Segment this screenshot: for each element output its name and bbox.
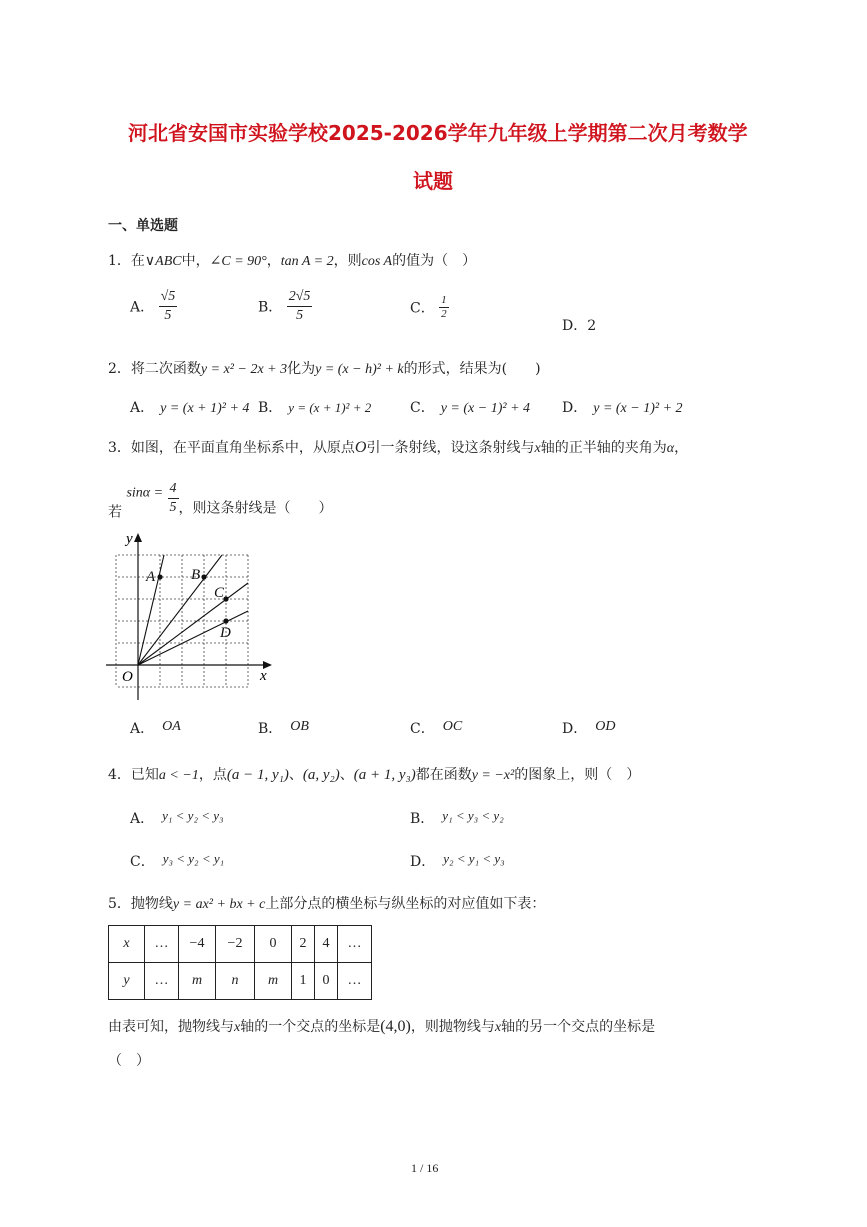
option-d[interactable]: [562, 315, 596, 335]
option-label: D．: [410, 854, 436, 870]
question-text: 由表可知，抛物线与: [108, 1019, 234, 1035]
question-text: ，: [674, 440, 689, 456]
table-cell: −4: [179, 926, 216, 963]
table-row: [109, 926, 372, 963]
option-value: OC: [442, 719, 463, 734]
question-5: [108, 893, 545, 913]
question-2: [108, 358, 541, 378]
option-value: y₂ < y₁ < y₃: [443, 851, 505, 866]
option-label: C．: [130, 854, 155, 870]
option-label: A．: [130, 299, 155, 316]
question-number: 2．: [108, 361, 131, 377]
option-b[interactable]: [410, 808, 504, 828]
question-text: 都在函数: [415, 767, 472, 783]
table-cell: n: [216, 963, 255, 1000]
question-text: 引一条射线，设这条射线与: [366, 440, 535, 456]
question-5-text: [108, 1016, 655, 1036]
math-expr: y = ax² + bx + c: [172, 897, 266, 912]
table-cell: y: [109, 963, 145, 1000]
label-d: D: [220, 625, 231, 641]
option-a[interactable]: [130, 397, 249, 417]
table-cell: −2: [216, 926, 255, 963]
option-c[interactable]: [410, 397, 530, 417]
math-expr: y = (x − h)² + k: [315, 362, 404, 377]
point-c: [223, 596, 228, 601]
question-text: 轴的正半轴的夹角为: [540, 440, 667, 456]
answer-bracket: （ ）: [108, 1053, 150, 1069]
option-value: OD: [595, 719, 616, 734]
point-d: [223, 618, 228, 623]
question-1: [108, 250, 476, 270]
document-title: 河北省安国市实验学校2025-2026学年九年级上学期第二次月考数学: [128, 121, 748, 145]
table-cell: 4: [315, 926, 338, 963]
table-cell: …: [338, 926, 372, 963]
question-text: 、: [288, 767, 303, 783]
table-cell: 0: [255, 926, 292, 963]
page-number: 1 / 16: [411, 1161, 439, 1175]
option-c[interactable]: [130, 851, 224, 871]
option-c[interactable]: [410, 718, 462, 738]
table-cell: m: [179, 963, 216, 1000]
option-a[interactable]: [130, 808, 224, 828]
question-text: 的值为（ ）: [392, 253, 477, 269]
origin-label: O: [122, 669, 133, 685]
option-label: A．: [130, 721, 155, 737]
table-cell: m: [255, 963, 292, 1000]
table-cell: 2: [292, 926, 315, 963]
option-label: A．: [130, 811, 155, 827]
math-expr: y = x² − 2x + 3: [200, 362, 288, 377]
option-d[interactable]: [562, 397, 683, 417]
option-label: D．: [562, 721, 588, 737]
option-value: y₃ < y₂ < y₁: [162, 851, 225, 866]
table-cell: …: [338, 963, 372, 1000]
table-cell: …: [145, 963, 179, 1000]
question-text: ，: [266, 253, 281, 269]
math-expr: (a + 1, y₃): [353, 767, 416, 783]
value-table: [108, 925, 372, 1000]
question-text: 在: [130, 253, 145, 269]
question-text: 的形式，结果为( ): [403, 361, 541, 377]
math-expr: x: [534, 441, 541, 456]
option-value: y = (x + 1)² + 2: [288, 400, 372, 415]
math-expr: tan A = 2: [280, 254, 334, 269]
question-text: 的图象上，则（ ）: [514, 767, 641, 783]
question-4: [108, 764, 640, 784]
option-c[interactable]: [410, 294, 449, 321]
question-text: 抛物线: [130, 896, 173, 912]
math-expr: a < −1: [158, 768, 199, 783]
label-a: A: [146, 569, 156, 585]
triangle-symbol: ∨ABC: [144, 254, 182, 269]
question-number: 4．: [108, 767, 131, 783]
question-text: 轴的另一个交点的坐标是: [501, 1019, 656, 1035]
math-expr: x: [234, 1020, 241, 1035]
option-value: y₁ < y₃ < y₂: [442, 808, 504, 823]
question-text: 轴的一个交点的坐标是: [240, 1019, 381, 1035]
question-text: 上部分点的横坐标与纵坐标的对应值如下表：: [265, 896, 546, 912]
label-c: C: [214, 585, 225, 601]
section-heading: 一、单选题: [108, 218, 178, 234]
question-text: ，则抛物线与: [410, 1019, 495, 1035]
question-text: 中，: [181, 253, 210, 269]
math-expr: α: [666, 441, 675, 456]
question-number: 3．: [108, 440, 131, 456]
math-expr: x: [494, 1020, 502, 1035]
math-expr: y = −x²: [471, 768, 515, 783]
math-expr: (a − 1, y₁): [226, 767, 289, 783]
option-d[interactable]: [410, 851, 505, 871]
table-row: [109, 963, 372, 1000]
option-label: C．: [410, 300, 435, 317]
question-number: 1．: [108, 253, 131, 269]
math-expr: (4,0): [380, 1018, 411, 1035]
option-value: 2: [587, 318, 597, 334]
question-text: 、: [339, 767, 354, 783]
option-value: y = (x − 1)² + 2: [593, 401, 683, 416]
math-expr: O: [354, 439, 367, 456]
option-label: D．: [562, 318, 588, 334]
question-text: 将二次函数: [130, 361, 201, 377]
fraction: $\frac{√5}{5}$: [160, 289, 176, 323]
option-d[interactable]: [562, 718, 615, 738]
ray-od: [138, 611, 248, 665]
question-text: 已知: [130, 767, 159, 783]
option-b[interactable]: [258, 718, 309, 738]
document-title-line2: 试题: [413, 169, 453, 193]
option-label: A．: [130, 400, 155, 416]
fraction: $\frac{4}{5}$: [169, 481, 177, 515]
math-expr: cos A: [361, 254, 393, 269]
option-label: C．: [410, 721, 435, 737]
option-b[interactable]: [258, 397, 371, 417]
option-label: C．: [410, 400, 435, 416]
option-a[interactable]: [130, 718, 181, 738]
math-expr: (a, y₂): [302, 767, 340, 783]
label-b: B: [191, 567, 201, 583]
x-axis-label: x: [260, 668, 267, 684]
question-text: 若: [108, 504, 122, 521]
point-b: [201, 574, 206, 579]
option-label: B．: [258, 299, 283, 316]
option-value: OA: [162, 719, 181, 734]
question-text: 如图，在平面直角坐标系中，从原点: [130, 440, 355, 456]
y-axis-label: y: [126, 531, 133, 547]
option-value: y = (x + 1)² + 4: [160, 401, 250, 416]
question-text: 化为: [287, 361, 316, 377]
option-value: y₁ < y₂ < y₃: [162, 808, 224, 823]
option-label: B．: [410, 811, 435, 827]
question-text: ，则: [333, 253, 362, 269]
option-value: y = (x − 1)² + 4: [440, 401, 531, 416]
point-a: [157, 574, 162, 579]
question-number: 5．: [108, 896, 131, 912]
table-cell: 0: [315, 963, 338, 1000]
option-label: B．: [258, 721, 283, 737]
option-b[interactable]: [258, 288, 312, 325]
option-value: OB: [290, 719, 309, 734]
table-cell: 1: [292, 963, 315, 1000]
question-text: ，则这条射线是（ ）: [178, 500, 333, 517]
option-label: D．: [562, 400, 588, 416]
question-3-condition: [108, 480, 333, 522]
question-3: [108, 437, 688, 457]
fraction: $\frac{2√5}{5}$: [288, 289, 311, 323]
math-expr: sinα =: [126, 485, 164, 501]
y-axis-arrow: [134, 533, 142, 542]
question-text: ，点: [198, 767, 227, 783]
math-expr: ∠C = 90°: [209, 254, 267, 269]
table-cell: …: [145, 926, 179, 963]
option-a[interactable]: [130, 288, 177, 325]
fraction: $\frac{1}{2}$: [441, 294, 447, 320]
coordinate-figure: [100, 525, 280, 700]
option-label: B．: [258, 400, 283, 416]
table-cell: x: [109, 926, 145, 963]
